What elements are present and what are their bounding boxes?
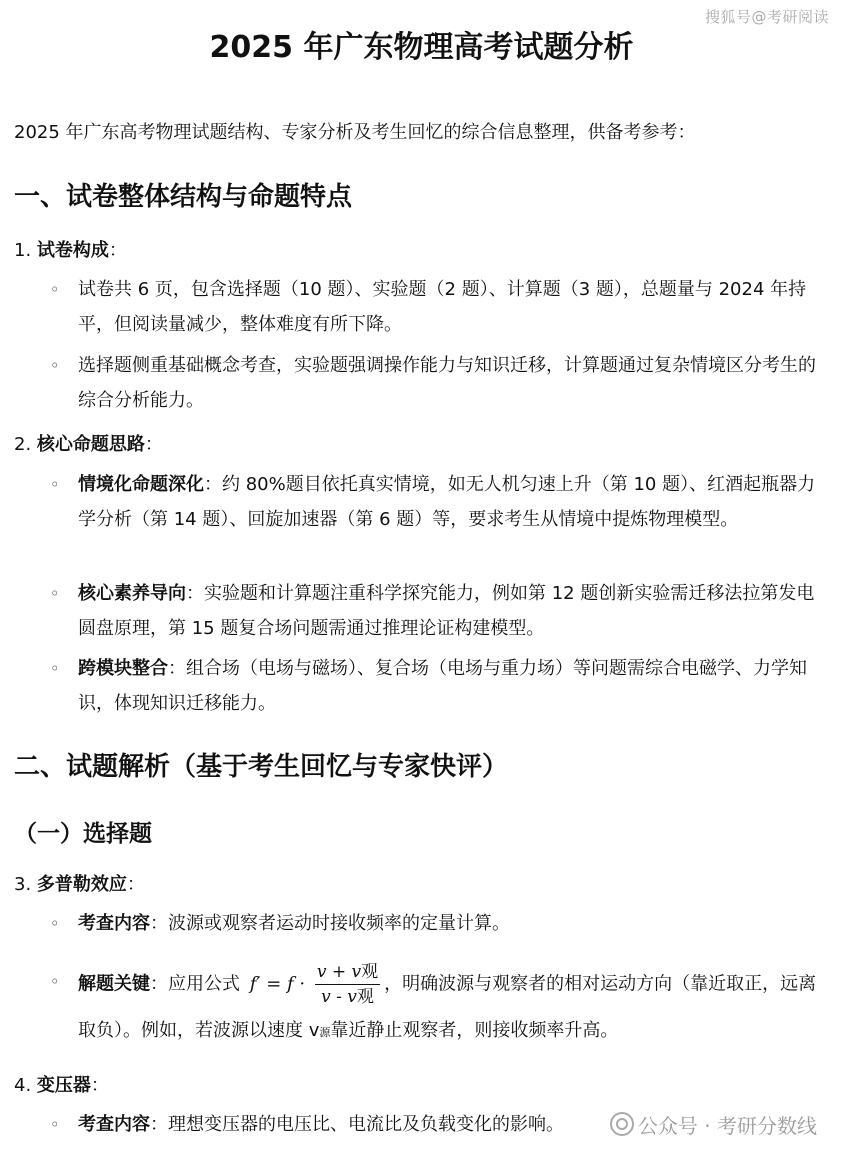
item1-heading: [14, 236, 127, 262]
bullet-text: ：组合场（电场与磁场）、复合场（电场与重力场）等问题需综合电磁学、力学知识，体现知识迁移能力。: [78, 658, 807, 714]
item-number: 2.: [14, 434, 32, 455]
item-label: 多普勒效应: [36, 874, 127, 895]
item-suffix: ：: [90, 1075, 109, 1096]
subsection-heading: （一）选择题: [14, 821, 152, 847]
bullet-text: ：实验题和计算题注重科学探究能力，例如第 12 题创新实验需迁移法拉第发电圆盘原理，第 15 题复合场问题需通过推理论证构建模型。: [78, 583, 815, 639]
formula-lhs: f′ = f ·: [249, 973, 306, 995]
intro-paragraph: 2025 年广东高考物理试题结构、专家分析及考生回忆的综合信息整理，供备考参考：: [14, 122, 696, 143]
watermark-bottom-text: 公众号 · 考研分数线: [637, 1114, 817, 1138]
bullet: [78, 960, 830, 1055]
bullet-bold: 情境化命题深化: [78, 474, 204, 495]
bullet-text: ，明确波源与观察者的相对运动方向（靠近取正，远离取负）。例如，若波源以速度 v: [78, 973, 817, 1041]
page-title: 2025 年广东物理高考试题分析: [209, 30, 634, 65]
item3-heading: [14, 870, 145, 896]
wechat-logo-icon: [610, 1112, 634, 1136]
bullet: ◦ 试卷共 6 页，包含选择题（10 题）、实验题（2 题）、计算题（3 题），总题量与 2024 年持平，但阅读量减少，整体难度有所下降。: [78, 272, 830, 342]
bullet-text: ：理想变压器的电压比、电流比及负载变化的影响。: [150, 1114, 564, 1135]
item2-heading: [14, 430, 163, 456]
bullet: ◦ 选择题侧重基础概念考查，实验题强调操作能力与知识迁移，计算题通过复杂情境区分考生的综合分析能力。: [78, 348, 830, 418]
bullet: [78, 651, 830, 721]
bullet-text: ：波源或观察者运动时接收频率的定量计算。: [150, 913, 510, 934]
bullet-bold: 解题关键: [78, 973, 150, 995]
item-number: 3.: [14, 874, 32, 895]
subscript: 源: [319, 1026, 331, 1039]
bullet-bold: 跨模块整合: [78, 658, 168, 679]
item-number: 1.: [14, 240, 32, 261]
bullet-bold: 考查内容: [78, 1114, 150, 1135]
formula-numerator: v + v观: [315, 960, 380, 985]
item-label: 核心命题思路: [36, 434, 145, 455]
item-suffix: ：: [108, 240, 127, 261]
section1-heading: 一、试卷整体结构与命题特点: [14, 182, 353, 212]
bullet-bold: 考查内容: [78, 913, 150, 934]
item-suffix: ：: [144, 434, 163, 455]
bullet: [78, 467, 830, 537]
bullet: [78, 906, 830, 941]
bullet-text: ：应用公式: [150, 973, 240, 995]
bullet: [78, 1107, 598, 1142]
item-label: 试卷构成: [36, 240, 109, 261]
formula-denominator: v - v观: [321, 987, 374, 1007]
bullet-text: ：约 80%题目依托真实情境，如无人机匀速上升（第 10 题）、红酒起瓶器力学分析（第 14 题）、回旋加速器（第 6 题）等，要求考生从情境中提炼物理模型。: [78, 474, 816, 530]
bullet-text: 靠近静止观察者，则接收频率升高。: [330, 1020, 619, 1041]
bullet-bold: 核心素养导向: [78, 583, 186, 604]
item-number: 4.: [14, 1075, 32, 1096]
item-suffix: ：: [126, 874, 145, 895]
item-label: 变压器: [36, 1075, 91, 1096]
watermark-top: 搜狐号@考研阅读: [704, 8, 829, 26]
formula-fraction: [315, 960, 380, 1009]
bullet: [78, 576, 830, 646]
section2-heading: 二、试题解析（基于考生回忆与专家快评）: [14, 752, 509, 782]
watermark-bottom: [610, 1110, 817, 1139]
item4-heading: [14, 1071, 109, 1097]
doppler-formula: [250, 960, 380, 1009]
